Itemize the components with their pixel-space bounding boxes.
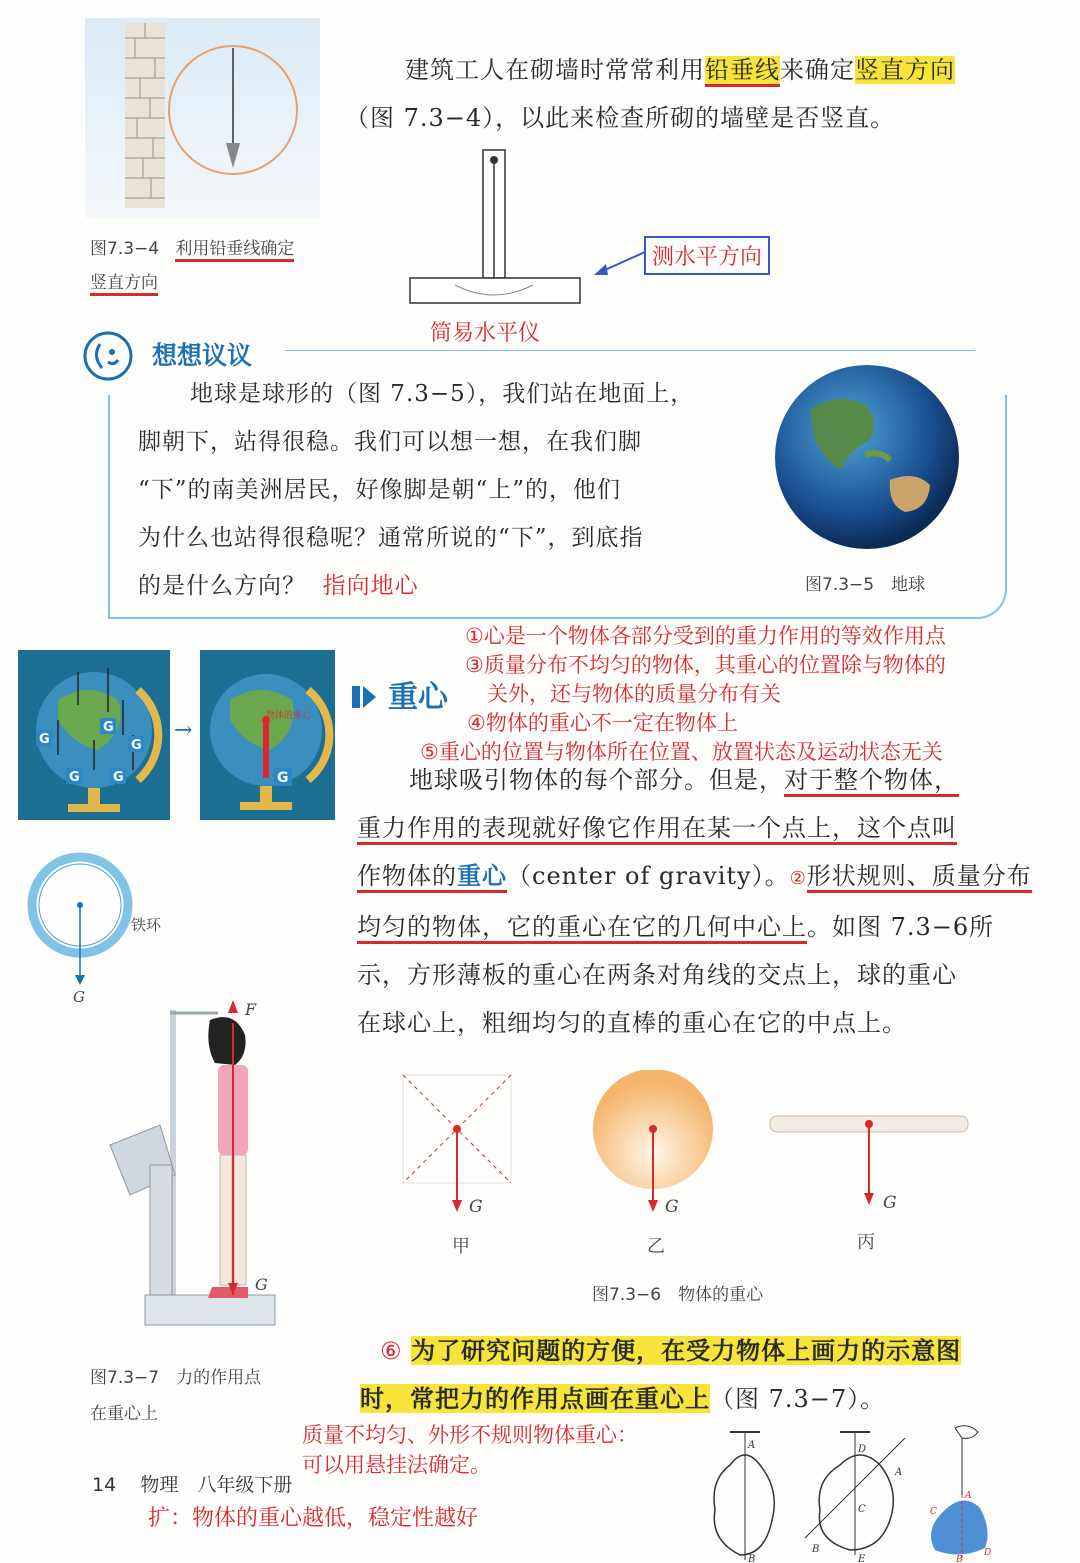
- caption-text-2: 竖直方向: [90, 273, 158, 296]
- think-paragraph: 地球是球形的（图 7.3−5），我们站在地面上， 脚朝下，站得很稳。我们可以想一想，在我们脚 “下”的南美洲居民，好像脚是朝“上”的，他们 为什么也站得很稳呢？通常所说的“下”，到底指 的是什么方向？ 指向地心: [138, 381, 695, 599]
- globe-single-g: [200, 650, 335, 820]
- f-label: F: [245, 1000, 257, 1019]
- iron-ring: [25, 850, 185, 1010]
- hang-note: 质量不均匀、外形不规则物体重心： 可以用悬挂法确定。: [302, 1423, 638, 1477]
- annotation-notes: ①心是一个物体各部分受到的重力作用的等效作用点 ③质量分布不均匀的物体，其重心的位置除与物体的 关外，还与物体的质量分布有关 ④物体的重心不一定在物体上 ⑤重心的位置与物体所在位置、放置状态及运动状态无关: [420, 624, 946, 764]
- think-title-rule: [285, 350, 975, 351]
- b-label: B: [956, 1555, 963, 1563]
- b-label: B: [812, 1544, 820, 1555]
- d-label: D: [858, 1444, 867, 1455]
- g-label: G: [39, 732, 50, 747]
- key-term: 重心: [457, 861, 507, 893]
- g-label: G: [113, 770, 124, 785]
- earth-image: [770, 360, 965, 555]
- answer-note: 指向地心: [322, 573, 419, 599]
- highlight-2: 时，常把力的作用点画在重心上: [360, 1384, 710, 1413]
- bottom-paragraph: ⑥ 为了研究问题的方便，在受力物体上画力的示意图 时，常把力的作用点画在重心上（图 7.3−7）。: [360, 1336, 962, 1413]
- level-label: 简易水平仪: [430, 321, 541, 346]
- d-label: D: [984, 1548, 992, 1558]
- page-number: 14: [92, 1474, 117, 1496]
- section-title: 重心: [352, 672, 448, 716]
- hanging-method-figure: [700, 1420, 1070, 1563]
- e-label: E: [858, 1554, 866, 1563]
- section-marker-icon-2: [363, 686, 376, 708]
- fig-7-3-4-caption: [90, 232, 294, 300]
- arrow-right-icon: →: [174, 718, 193, 743]
- plumb-term: 铅垂线: [705, 56, 780, 87]
- book-title: 物理 八年级下册: [140, 1474, 293, 1496]
- c-label: C: [858, 1504, 866, 1515]
- level-instrument: [400, 145, 600, 310]
- label-bing: 丙: [857, 1232, 875, 1253]
- level-note: 测水平方向: [644, 236, 770, 275]
- page-footer: [92, 1470, 292, 1497]
- globe-many-g: [18, 650, 170, 820]
- cog-paragraph: 地球吸引物体的每个部分。但是，对于整个物体， 重力作用的表现就好像它作用在某一个点上，这个点叫 作物体的重心（center of gravity）。②形状规则、质量分布 均匀的物体，它的重心在它的几何中心上。如图 7.3−6所 示，方形薄板的重心在两条对角线的交点上，球的重心 在球心上，粗细均匀的直棒的重心在它的中点上。: [357, 766, 1032, 1037]
- fig-7-3-6-caption: 图7.3−6 物体的重心: [592, 1285, 764, 1305]
- vertical-term: 竖直方向: [855, 56, 955, 84]
- g-label: G: [73, 988, 85, 1006]
- fig-7-3-6: [395, 1070, 985, 1265]
- a-label: A: [748, 1440, 756, 1451]
- section-marker-icon: [352, 686, 360, 708]
- fig-7-3-7-caption: 图7.3−7 力的作用点 在重心上: [90, 1368, 262, 1424]
- g-label: G: [277, 770, 289, 786]
- plumb-figure: [85, 18, 320, 218]
- think-title: 想想议议: [152, 341, 253, 370]
- highlight-1: 为了研究问题的方便，在受力物体上画力的示意图: [411, 1336, 962, 1365]
- person-on-scale: [100, 995, 290, 1340]
- earth-caption: 图7.3−5 地球: [805, 575, 926, 595]
- caption-number: 图7.3−4: [90, 239, 160, 259]
- label-jia: 甲: [452, 1236, 470, 1257]
- g-label: G: [665, 1197, 679, 1217]
- g-label: G: [131, 738, 142, 753]
- a-label: A: [965, 1491, 972, 1501]
- b-label: B: [748, 1554, 756, 1563]
- center-label: 物体的重心: [266, 711, 312, 721]
- c-label: C: [930, 1507, 937, 1517]
- think-icon: [82, 330, 134, 382]
- plumb-paragraph: 建筑工人在砌墙时常常利用铅垂线来确定竖直方向 （图 7.3−4），以此来检查所砌的墙壁是否竖直。: [345, 56, 955, 132]
- plumb-illustration: [85, 18, 320, 218]
- g-label: G: [255, 1275, 268, 1294]
- g-label: G: [883, 1193, 897, 1213]
- caption-text: 利用铅垂线确定: [175, 239, 294, 262]
- g-label: G: [103, 720, 114, 735]
- ring-label: 铁环: [131, 916, 162, 934]
- extension-note: 扩：物体的重心越低，稳定性越好: [148, 1506, 479, 1531]
- label-yi: 乙: [647, 1236, 665, 1257]
- g-label: G: [69, 770, 80, 785]
- a-label: A: [895, 1467, 903, 1478]
- arrow-icon: [590, 246, 648, 282]
- g-label: G: [469, 1197, 483, 1217]
